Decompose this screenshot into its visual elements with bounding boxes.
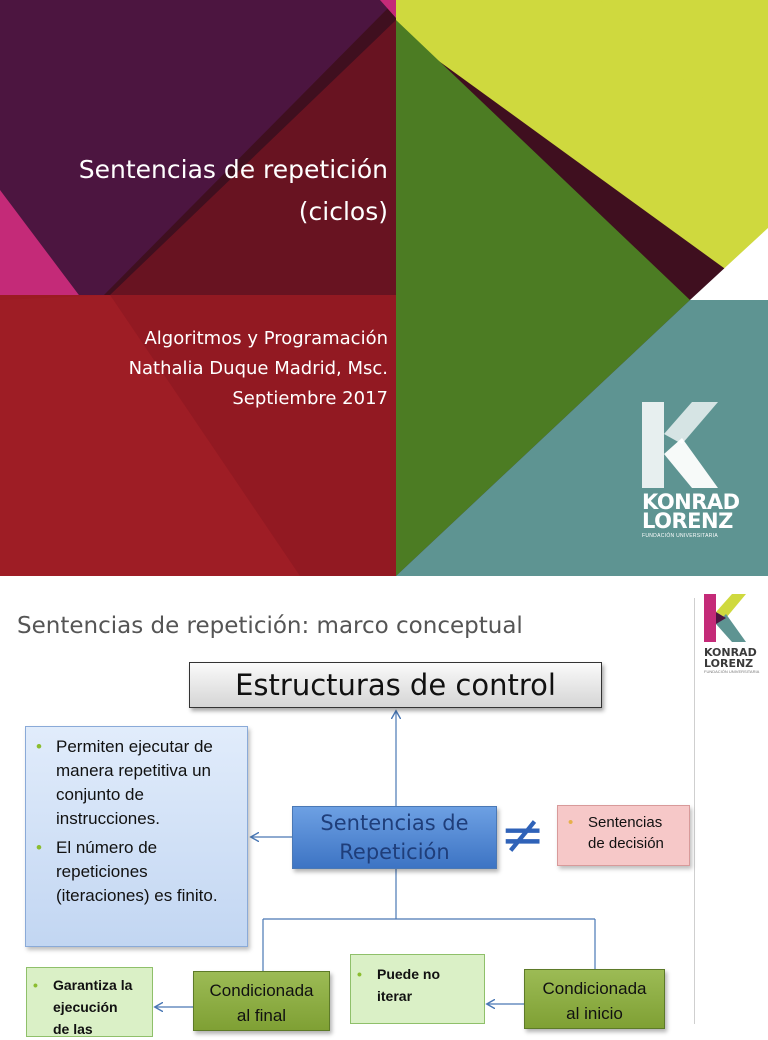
slide-title-line1: Sentencias de repetición: [78, 155, 388, 184]
sentencias-de-repeticion-box: [292, 806, 497, 869]
logo-line1: KONRAD: [642, 490, 740, 514]
definition-item: • Permiten ejecutar de manera repetitiva un conjunto de instrucciones.: [36, 737, 213, 828]
logo-small-line2: LORENZ: [704, 657, 754, 670]
bullet-icon: •: [36, 838, 42, 857]
not-equal-sign: ≠: [500, 803, 546, 866]
presentation-date: Septiembre 2017: [232, 388, 388, 409]
bullet-icon: •: [568, 814, 574, 831]
bullet-icon: •: [33, 977, 38, 993]
sentencias-line2: Repetición: [339, 840, 450, 864]
puede-no-iterar-box: • Puede no iterar: [350, 954, 485, 1024]
konrad-lorenz-logo: [642, 402, 742, 539]
logo-small-tagline: FUNDACIÓN UNIVERSITARIA: [704, 669, 760, 674]
concept-slide: [0, 576, 768, 1037]
slide-title-line2: (ciclos): [298, 197, 388, 226]
author-name: Nathalia Duque Madrid, Msc.: [128, 358, 388, 379]
k-mark-icon: [642, 402, 718, 488]
logo-tagline: FUNDACIÓN UNIVERSITARIA: [642, 533, 718, 539]
bullet-icon: •: [357, 966, 362, 982]
estructuras-de-control-box: Estructuras de control: [189, 662, 602, 708]
course-name: Algoritmos y Programación: [144, 328, 388, 349]
condicionada-al-inicio-box: Condicionada al inicio: [524, 969, 665, 1029]
definition-box: [25, 726, 248, 947]
logo-small-line1: KONRAD: [704, 646, 757, 659]
definition-item: • El número de repeticiones (iteraciones) es finito.: [36, 838, 218, 905]
sentencias-line1: Sentencias de: [320, 811, 469, 835]
sentencias-de-decision-box: • Sentencias de decisión: [557, 805, 690, 866]
logo-line2: LORENZ: [642, 509, 733, 533]
bullet-icon: •: [36, 737, 42, 756]
garantiza-box: • Garantiza la ejecución de las: [26, 967, 153, 1037]
condicionada-al-final-box: Condicionada al final: [193, 971, 330, 1031]
concept-slide-title: Sentencias de repetición: marco conceptual: [17, 613, 523, 639]
